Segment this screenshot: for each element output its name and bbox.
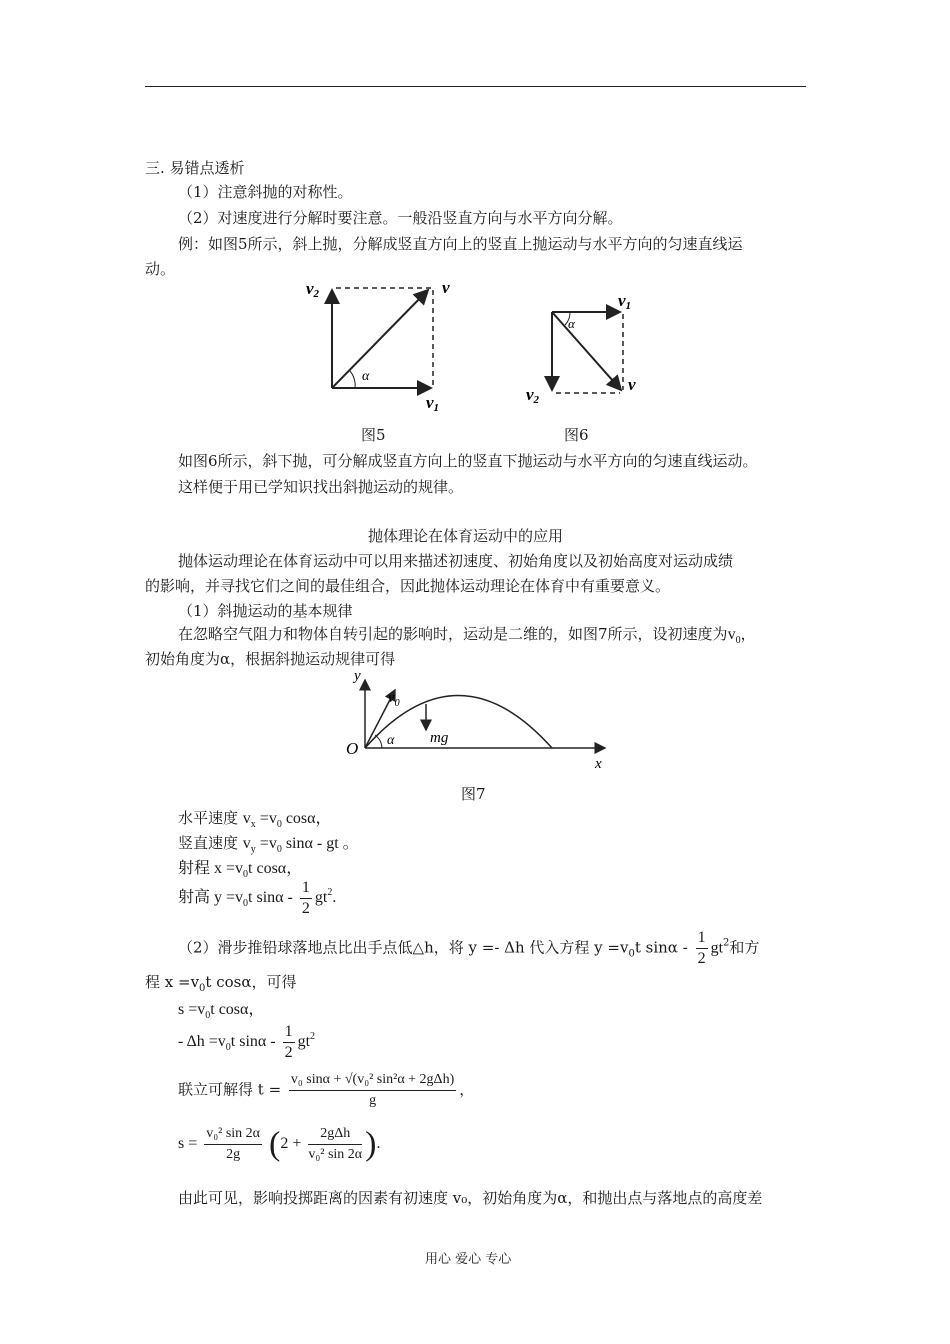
fig5-caption: 图5 (361, 426, 386, 444)
fig7-v0-label: $v_0$ (388, 690, 400, 709)
point-2: （2）对速度进行分解时要注意。一般沿竖直方向与水平方向分解。 (178, 209, 623, 227)
para1-line2: 的影响，并寻找它们之间的最佳组合，因此抛体运动理论在体育中有重要意义。 (145, 577, 671, 595)
fig6-text: 如图6所示，斜下抛，可分解成竖直方向上的竖直下抛运动与水平方向的匀速直线运动。 (178, 452, 758, 470)
para1-line1: 抛体运动理论在体育运动中可以用来描述初速度、初始角度以及初始高度对运动成绩 (178, 552, 734, 570)
eq-s-final: s = $\frac{\text{v₀² sin 2α}}{2g}$ (2 + $\frac{\text{2gΔh}}{\text{v₀² sin 2α}}$ ). (178, 1125, 381, 1163)
fig6-v2-label: v2 (526, 385, 540, 406)
intro-line2: 初始角度为α，根据斜抛运动规律可得 (145, 650, 396, 668)
fig5-alpha: α (362, 369, 370, 384)
footer: 用心 爱心 专心 (425, 1252, 512, 1267)
point-1: （1）注意斜抛的对称性。 (178, 183, 353, 201)
eq-s: $s =v_0t$ cosα， (178, 1001, 265, 1021)
fig6-v-arrow (552, 312, 621, 390)
eq-vx: 水平速度 $v_x =v_0$ cosα， (178, 809, 332, 830)
header-rule (145, 86, 806, 87)
fig6-alpha: α (568, 316, 575, 331)
fig7-caption: 图7 (461, 785, 486, 803)
fig5-v2-label: v2 (306, 279, 320, 300)
figure-7 (340, 668, 620, 780)
eq-dh: - $\Delta h =v_0t$ sinα - $\frac{1}{2}$ $gt^2$ (178, 1023, 316, 1061)
intro-line1: 在忽略空气阻力和物体自转引起的影响时，运动是二维的，如图7所示，设初速度为$v_0$， (178, 625, 756, 646)
figure-5 (300, 276, 470, 411)
figure-6 (520, 290, 650, 415)
eq-t: 联立可解得 t = $\frac{\text{v₀ sinα + √(v₀² sin²α + 2gΔh)}}{g}$ ， (178, 1072, 475, 1108)
subheading-1: （1）斜抛运动的基本规律 (178, 602, 353, 620)
example-line-1: 例：如图5所示，斜上抛，分解成竖直方向上的竖直上抛运动与水平方向的匀速直线运 (178, 235, 743, 253)
fig7-y-label: y (354, 668, 361, 684)
example-line-2: 动。 (145, 260, 176, 278)
eq-vy: 竖直速度 $v_y =v_0$ sinα - gt 。 (178, 834, 359, 855)
fig5-v-arrow (332, 290, 428, 388)
fig6-v-label: v (628, 375, 636, 394)
fig6-caption: 图6 (564, 426, 589, 444)
fig6-v1-label: v1 (618, 291, 632, 312)
final-line: 由此可见，影响投掷距离的因素有初速度 v₀，初始角度为α，和抛出点与落地点的高度差 (178, 1189, 763, 1207)
fig5-v-label: v (442, 278, 450, 297)
fig5-v1-label: v1 (426, 393, 440, 411)
section-heading: 三. 易错点透析 (145, 159, 245, 177)
eq-x: 射程 $x =v_0t$ cosα， (178, 860, 303, 880)
fig7-x-label: x (595, 756, 602, 772)
fig6-text-2: 这样便于用已学知识找出斜抛运动的规律。 (178, 478, 464, 496)
fig7-alpha: α (387, 733, 395, 748)
sub2-line2: 程 $x =v_0t$ cosα，可得 (145, 973, 297, 994)
sub2-line1: （2）滑步推铅球落地点比出手点低△h，将 y =- Δh 代入方程 $y =v_0t$ sinα - $\frac{1}{2}$ $gt^2$和方 (178, 929, 760, 967)
fig7-origin: O (346, 739, 359, 758)
fig7-mg-label: mg (430, 730, 449, 746)
article-title: 抛体理论在体育运动中的应用 (368, 527, 564, 545)
eq-y: 射高 $y =v_0t$ sinα - $\frac{1}{2}$ $gt^2$. (178, 879, 337, 917)
